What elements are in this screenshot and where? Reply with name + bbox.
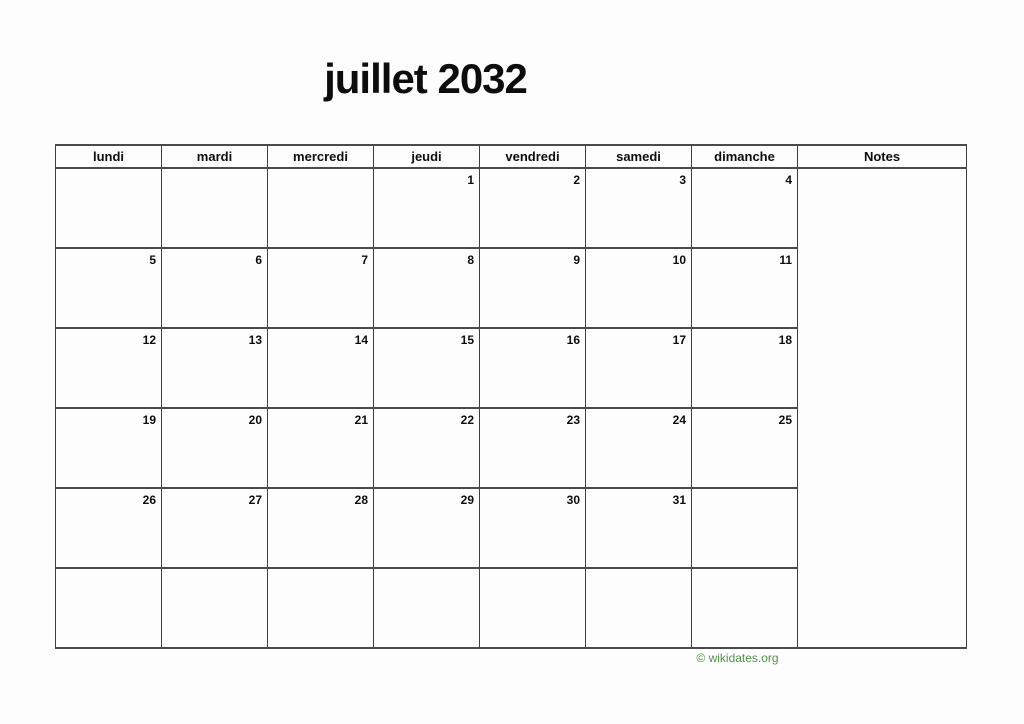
weekday-header-row: [56, 145, 967, 168]
weekday-header-lundi: lundi: [56, 145, 162, 168]
day-number: 21: [354, 413, 368, 427]
day-number: 3: [679, 173, 686, 187]
day-cell: [692, 248, 798, 328]
weekday-header-mercredi: mercredi: [268, 145, 374, 168]
day-cell: [586, 168, 692, 248]
day-number: 13: [248, 333, 262, 347]
day-cell: [692, 168, 798, 248]
calendar-table: [55, 144, 967, 649]
day-cell: [480, 568, 586, 648]
day-cell: [480, 168, 586, 248]
day-cell: [374, 168, 480, 248]
day-cell: [586, 568, 692, 648]
day-number: 31: [672, 493, 686, 507]
day-cell: [374, 488, 480, 568]
day-cell: [480, 488, 586, 568]
day-cell: [268, 408, 374, 488]
day-cell: [268, 168, 374, 248]
day-cell: [374, 328, 480, 408]
day-number: 12: [142, 333, 156, 347]
day-cell: [162, 248, 268, 328]
weekday-header-jeudi: jeudi: [374, 145, 480, 168]
day-number: 26: [142, 493, 156, 507]
day-number: 20: [248, 413, 262, 427]
day-number: 8: [467, 253, 474, 267]
day-cell: [374, 408, 480, 488]
day-cell: [586, 248, 692, 328]
day-number: 5: [149, 253, 156, 267]
weekday-header-vendredi: vendredi: [480, 145, 586, 168]
page-title: juillet 2032: [324, 55, 527, 102]
day-number: 4: [785, 173, 792, 187]
day-cell: [374, 248, 480, 328]
day-number: 10: [672, 253, 686, 267]
day-cell: [480, 248, 586, 328]
day-number: 24: [672, 413, 686, 427]
day-cell: [586, 328, 692, 408]
day-cell: [56, 328, 162, 408]
day-number: 17: [672, 333, 686, 347]
day-number: 28: [354, 493, 368, 507]
week-row-1: [56, 168, 967, 248]
day-cell: [268, 328, 374, 408]
notes-header: Notes: [798, 145, 967, 168]
day-number: 27: [248, 493, 262, 507]
day-number: 9: [573, 253, 580, 267]
day-cell: [162, 328, 268, 408]
day-cell: [692, 568, 798, 648]
day-number: 1: [467, 173, 474, 187]
day-cell: [56, 568, 162, 648]
day-cell: [162, 488, 268, 568]
notes-cell: [798, 168, 967, 648]
day-number: 25: [778, 413, 792, 427]
day-cell: [374, 568, 480, 648]
day-number: 6: [255, 253, 262, 267]
day-number: 15: [460, 333, 474, 347]
day-cell: [480, 408, 586, 488]
day-cell: [692, 328, 798, 408]
day-number: 29: [460, 493, 474, 507]
day-number: 14: [354, 333, 368, 347]
day-cell: [692, 488, 798, 568]
day-number: 2: [573, 173, 580, 187]
day-number: 16: [566, 333, 580, 347]
day-cell: [162, 568, 268, 648]
day-number: 23: [566, 413, 580, 427]
day-number: 19: [142, 413, 156, 427]
day-cell: [56, 248, 162, 328]
day-number: 22: [460, 413, 474, 427]
day-number: 11: [779, 253, 792, 267]
day-number: 18: [778, 333, 792, 347]
footer-credit-link[interactable]: © wikidates.org: [696, 651, 779, 665]
day-cell: [56, 408, 162, 488]
day-cell: [56, 168, 162, 248]
day-cell: [268, 568, 374, 648]
day-cell: [586, 488, 692, 568]
day-cell: [268, 488, 374, 568]
day-cell: [692, 408, 798, 488]
day-cell: [268, 248, 374, 328]
weekday-header-mardi: mardi: [162, 145, 268, 168]
weekday-header-samedi: samedi: [586, 145, 692, 168]
day-cell: [56, 488, 162, 568]
weekday-header-dimanche: dimanche: [692, 145, 798, 168]
day-number: 30: [566, 493, 580, 507]
day-number: 7: [361, 253, 368, 267]
day-cell: [480, 328, 586, 408]
day-cell: [162, 168, 268, 248]
day-cell: [586, 408, 692, 488]
day-cell: [162, 408, 268, 488]
